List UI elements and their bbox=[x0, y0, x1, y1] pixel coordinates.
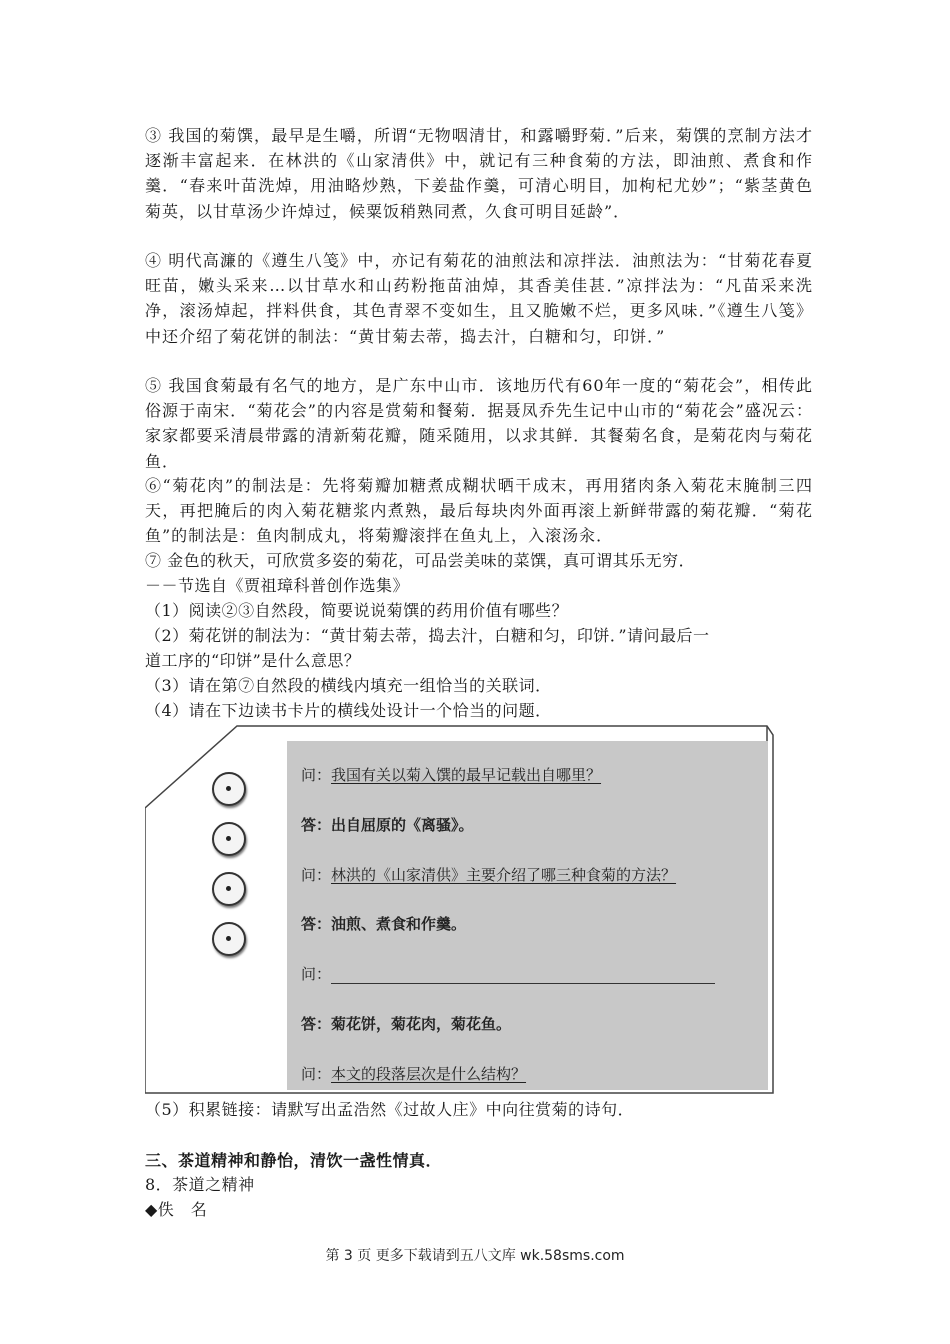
card-question-blank: 问： bbox=[301, 963, 715, 984]
paragraph-4: ④ 明代高濂的《遵生八笺》中，亦记有菊花的油煎法和凉拌法．油煎法为：“甘菊花春夏旺苗，嫩头采来…以甘草水和山药粉拖苗油焯，其香美佳甚．”凉拌法为：“凡苗采来洗净，滚汤焯起，拌料供食，其色青翠不变如生，且又脆嫩不烂，更多风味．”《遵生八笺》中还介绍了菊花饼的制法：“黄甘菊去蒂，捣去汁，白糖和匀，印饼．” bbox=[145, 251, 813, 346]
paragraph-3: ③ 我国的菊馔，最早是生嚼，所谓“无物咽清甘，和露嚼野菊．”后来，菊馔的烹制方法才逐渐丰富起来．在林洪的《山家清供》中，就记有三种食菊的方法，即油煎、煮食和作羹．“春来叶苗洗焯，用油略炒熟，下姜盐作羹，可清心明目，加枸杞尤妙”；“紫茎黄色菊英，以甘草汤少许焯过，候粟饭稍熟同煮，久食可明目延龄”． bbox=[145, 126, 813, 221]
question-2-line-1: （2）菊花饼的制法为：“黄甘菊去蒂，捣去汁，白糖和匀，印饼．”请问最后一 bbox=[145, 626, 710, 645]
paragraph-7: ⑦ 金色的秋天，可欣赏多姿的菊花，可品尝美味的菜馔，真可谓其乐无穷． bbox=[145, 551, 696, 570]
author-line: ◆佚 名 bbox=[145, 1200, 208, 1219]
question-5: （5）积累链接：请默写出孟浩然《过故人庄》中向往赏菊的诗句． bbox=[145, 1100, 635, 1119]
source-line: －－节选自《贾祖璋科普创作选集》 bbox=[145, 576, 410, 595]
question-4: （4）请在下边读书卡片的横线处设计一个恰当的问题． bbox=[145, 701, 552, 720]
page-footer: 第 3 页 更多下载请到五八文库 wk.58sms.com bbox=[325, 1248, 625, 1264]
question-1: （1）阅读②③自然段，简要说说菊馔的药用价值有哪些？ bbox=[145, 601, 569, 620]
card-question-2: 问：林洪的《山家清供》主要介绍了哪三种食菊的方法？ bbox=[301, 866, 677, 884]
card-question-4: 问：本文的段落层次是什么结构？ bbox=[301, 1065, 527, 1083]
card-answer-2: 答：油煎、煮食和作羹。 bbox=[301, 915, 467, 933]
paragraph-6: ⑥“菊花肉”的制法是：先将菊瓣加糖煮成糊状晒干成末，再用猪肉条入菊花末腌制三四天，再把腌后的肉入菊花糖浆内煮熟，最后每块肉外面再滚上新鲜带露的菊花瓣．“菊花鱼”的制法是：鱼肉制成丸，将菊瓣滚拌在鱼丸上，入滚汤汆． bbox=[145, 476, 813, 546]
binder-ring-icon bbox=[212, 822, 246, 856]
binder-ring-icon bbox=[212, 872, 246, 906]
card-answer-3: 答：菊花饼，菊花肉，菊花鱼。 bbox=[301, 1015, 512, 1033]
section-3-heading: 三、茶道精神和静怡，清饮一盏性情真． bbox=[145, 1151, 443, 1170]
answer-blank-line[interactable] bbox=[331, 969, 715, 984]
question-3: （3）请在第⑦自然段的横线内填充一组恰当的关联词． bbox=[145, 676, 552, 695]
card-question-1: 问：我国有关以菊入馔的最早记载出自哪里？ bbox=[301, 766, 602, 784]
item-8-title: 8．茶道之精神 bbox=[145, 1175, 255, 1194]
paragraph-5: ⑤ 我国食菊最有名气的地方，是广东中山市．该地历代有60年一度的“菊花会”，相传此俗源于南宋．“菊花会”的内容是赏菊和餐菊．据聂凤乔先生记中山市的“菊花会”盛况云：家家都要采清晨带露的清新菊花瓣，随采随用，以求其鲜．其餐菊名食，是菊花肉与菊花鱼． bbox=[145, 376, 813, 471]
card-answer-1: 答：出自屈原的《离骚》。 bbox=[301, 816, 474, 834]
binder-ring-icon bbox=[212, 772, 246, 806]
question-2-line-2: 道工序的“印饼”是什么意思？ bbox=[145, 651, 361, 670]
binder-ring-icon bbox=[212, 922, 246, 956]
